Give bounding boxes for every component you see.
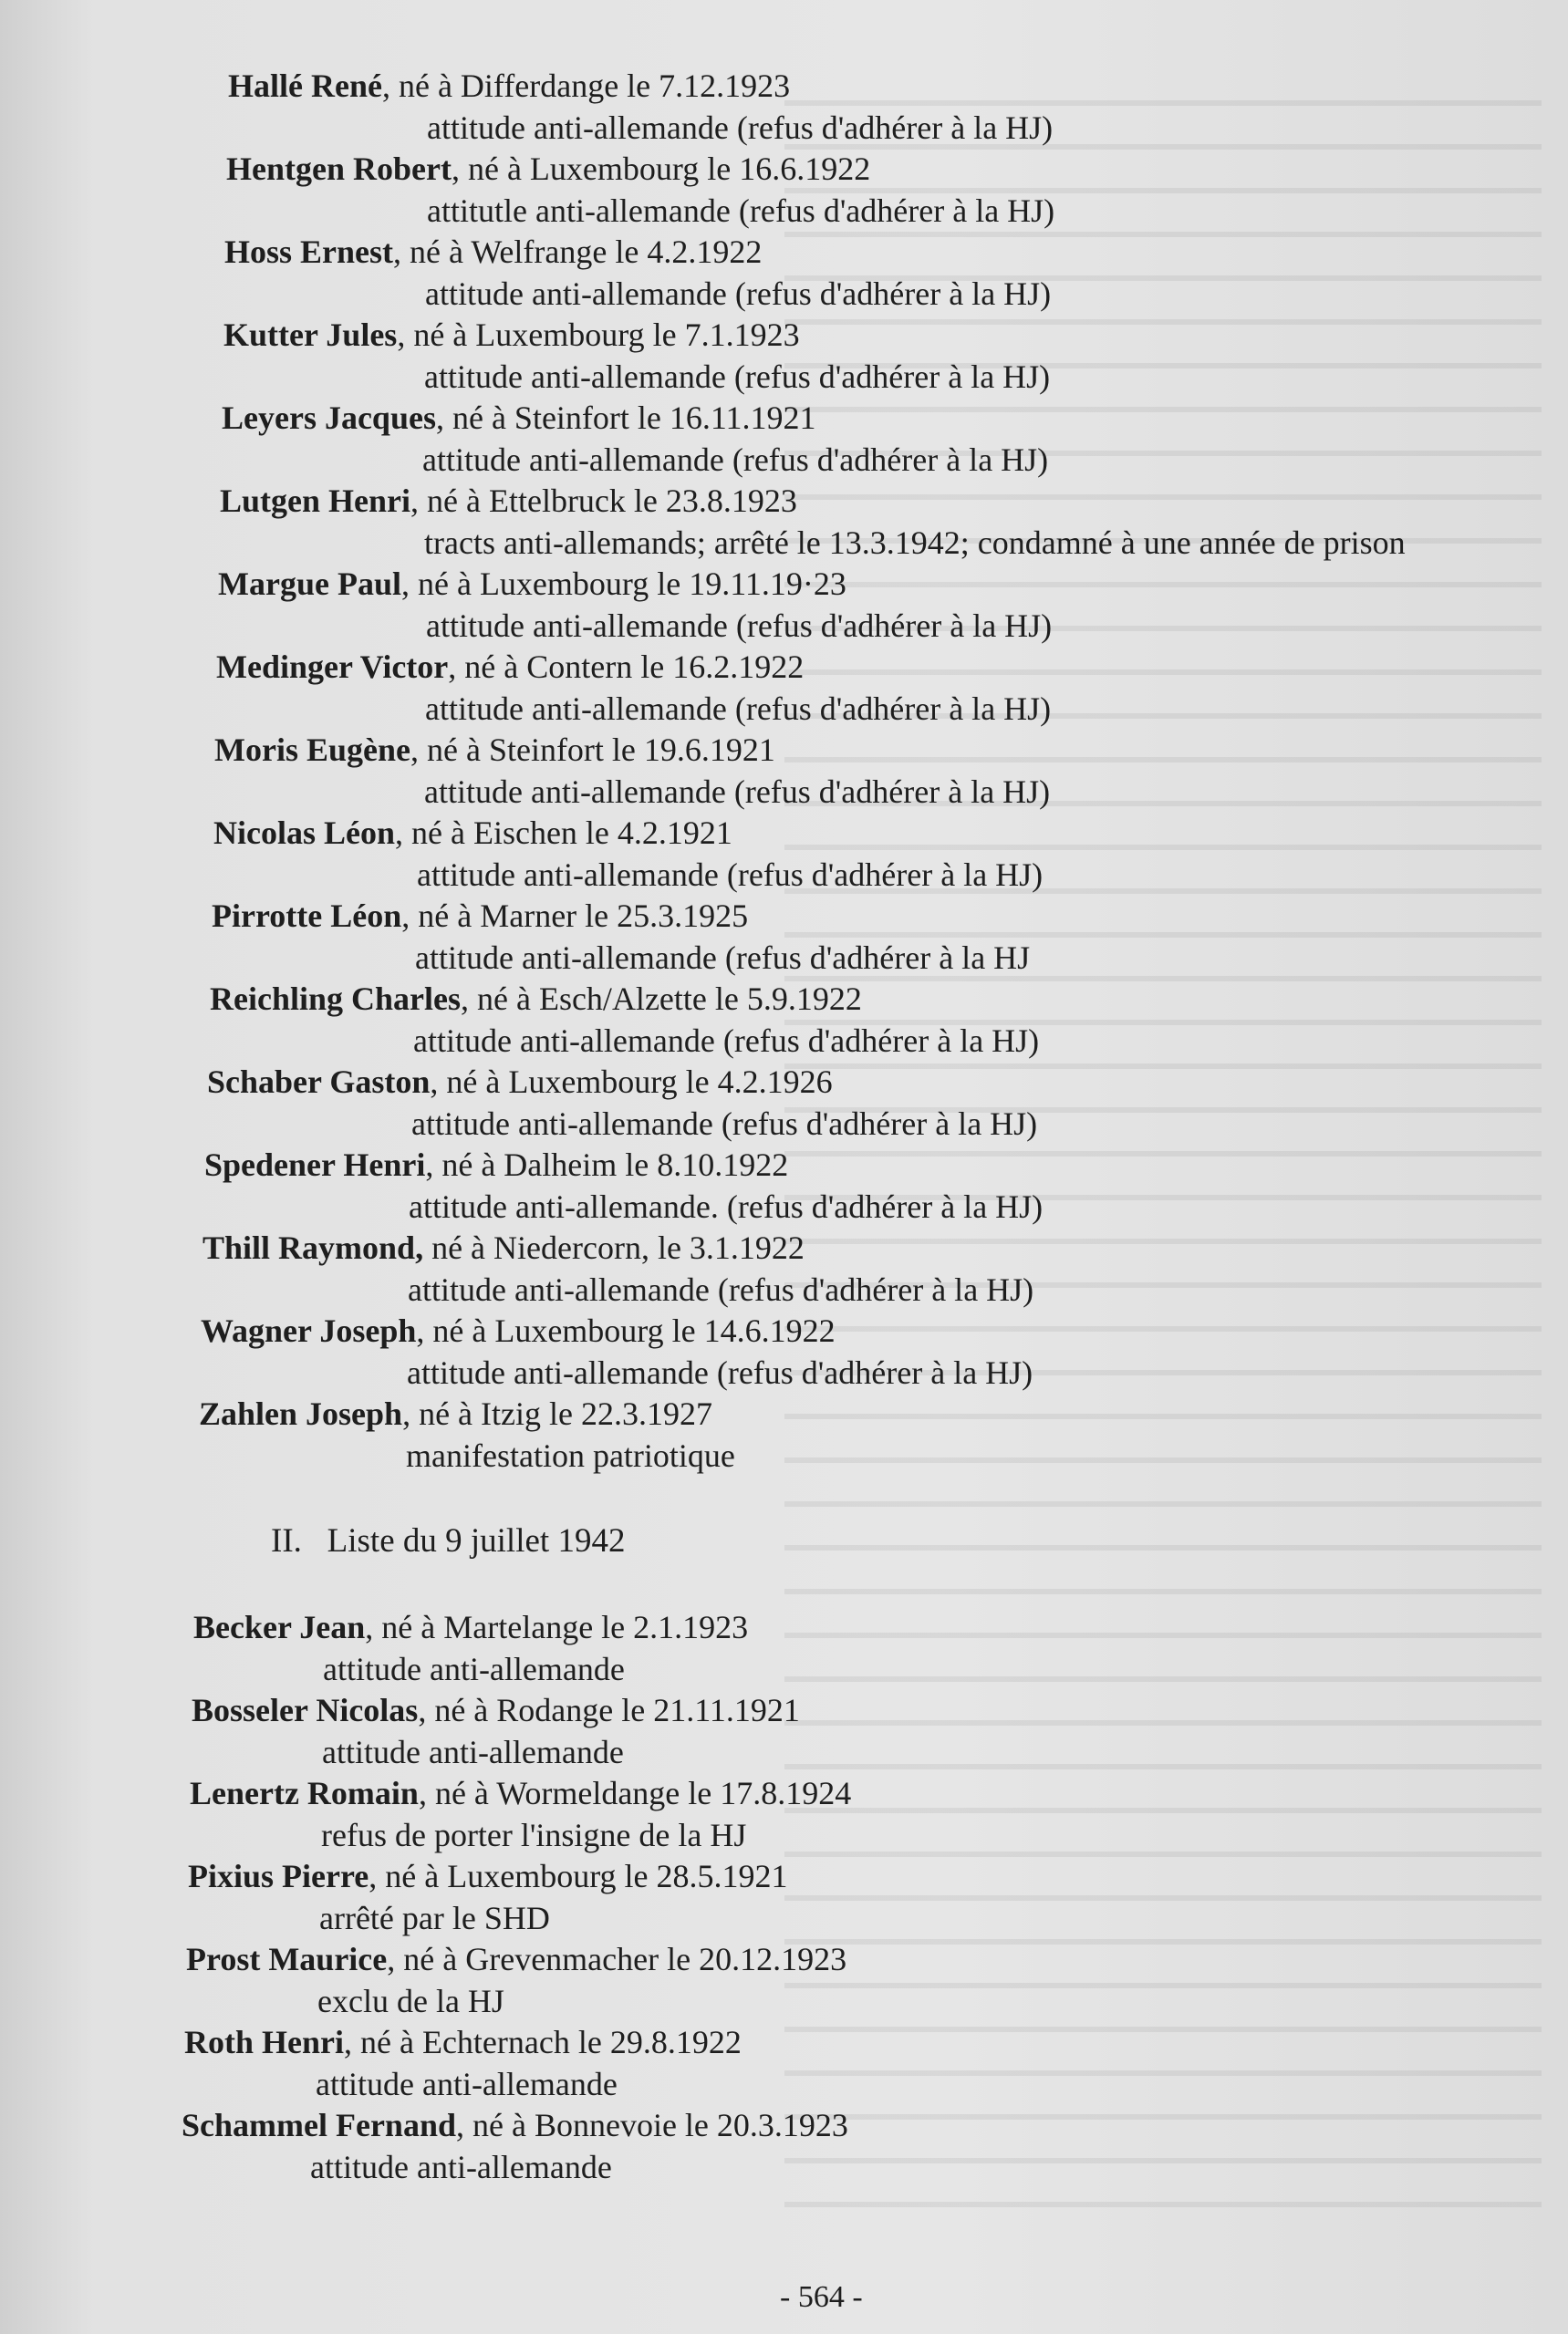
entry-name: Zahlen Joseph xyxy=(199,1395,403,1432)
entry-name: Medinger Victor xyxy=(216,648,449,685)
entry-name: Reichling Charles xyxy=(210,980,461,1017)
entry-name: Hallé René xyxy=(228,67,382,104)
entry-birth: , né à Marner le 25.3.1925 xyxy=(401,897,749,934)
entry-detail: attitude anti-allemande (refus d'adhérer à la HJ xyxy=(415,939,1031,976)
entry-detail: attitude anti-allemande (refus d'adhérer à la HJ) xyxy=(424,358,1051,395)
page-number: - 564 - xyxy=(780,2280,863,2314)
entry-name: Nicolas Léon xyxy=(213,814,396,851)
entry-birth: , né à Welfrange le 4.2.1922 xyxy=(393,233,763,270)
entry-birth: , né à Luxembourg le 4.2.1926 xyxy=(430,1063,833,1100)
entry-detail: exclu de la HJ xyxy=(317,1983,504,2019)
entry-detail: tracts anti-allemands; arrêté le 13.3.1942; condamné à une année de prison xyxy=(424,524,1406,561)
entry-detail: attitutle anti-allemande (refus d'adhérer à la HJ) xyxy=(427,192,1055,229)
entry-birth: , né à Echternach le 29.8.1922 xyxy=(344,2024,742,2060)
entry-detail: attitude anti-allemande xyxy=(316,2066,618,2102)
entry-name: Lenertz Romain xyxy=(190,1775,419,1811)
entry-name: Margue Paul xyxy=(218,565,401,602)
entry-name: Leyers Jacques xyxy=(222,399,436,436)
entry-birth: , né à Steinfort le 19.6.1921 xyxy=(410,731,775,768)
entry-birth: , né à Luxembourg le 16.6.1922 xyxy=(451,150,871,187)
entry-birth: , né à Differdange le 7.12.1923 xyxy=(381,67,791,104)
entry-birth: , né à Esch/Alzette le 5.9.1922 xyxy=(461,980,862,1017)
entry-detail: attitude anti-allemande. (refus d'adhérer à la HJ) xyxy=(409,1188,1044,1225)
entry-name: Schaber Gaston xyxy=(207,1063,431,1100)
entry-birth: , né à Dalheim le 8.10.1922 xyxy=(425,1146,789,1183)
entry-detail: attitude anti-allemande (refus d'adhérer à la HJ) xyxy=(426,607,1053,644)
entry-birth: , né à Luxembourg le 7.1.1923 xyxy=(397,316,800,353)
entry-birth: , né à Ettelbruck le 23.8.1923 xyxy=(410,482,797,519)
entry-birth: , né à Eischen le 4.2.1921 xyxy=(395,814,732,851)
entry-name: Spedener Henri xyxy=(204,1146,426,1183)
entry-detail: attitude anti-allemande xyxy=(323,1651,625,1687)
entry-name: Pirrotte Léon xyxy=(212,897,402,934)
entry-name: Wagner Joseph xyxy=(201,1312,417,1349)
entry-birth: , né à Grevenmacher le 20.12.1923 xyxy=(387,1941,847,1977)
entry-detail: manifestation patriotique xyxy=(406,1437,735,1474)
entry-detail: attitude anti-allemande (refus d'adhérer à la HJ) xyxy=(425,690,1052,727)
entry-birth: , né à Wormeldange le 17.8.1924 xyxy=(418,1775,852,1811)
entry-birth: , né à Luxembourg le 14.6.1922 xyxy=(416,1312,836,1349)
entry-detail: attitude anti-allemande xyxy=(322,1734,624,1770)
section-heading: II. Liste du 9 juillet 1942 xyxy=(271,1522,626,1560)
entry-name: Thill Raymond, xyxy=(202,1229,424,1266)
entry-name: Moris Eugène xyxy=(214,731,410,768)
entry-name: Schammel Fernand xyxy=(182,2107,456,2143)
entry-detail: attitude anti-allemande (refus d'adhérer à la HJ) xyxy=(427,109,1054,146)
entry-name: Bosseler Nicolas xyxy=(192,1692,419,1728)
entry-detail: attitude anti-allemande (refus d'adhérer à la HJ) xyxy=(413,1022,1040,1059)
entry-name: Hoss Ernest xyxy=(224,233,394,270)
entry-birth: , né à Bonnevoie le 20.3.1923 xyxy=(456,2107,848,2143)
entry-name: Kutter Jules xyxy=(223,316,398,353)
entry-detail: attitude anti-allemande (refus d'adhérer à la HJ) xyxy=(422,441,1049,478)
entry-detail: attitude anti-allemande (refus d'adhérer à la HJ) xyxy=(417,856,1044,893)
entry-birth: , né à Rodange le 21.11.1921 xyxy=(418,1692,800,1728)
entry-birth: , né à Steinfort le 16.11.1921 xyxy=(435,399,816,436)
entry-name: Pixius Pierre xyxy=(188,1858,369,1894)
entry-birth: , né à Luxembourg le 28.5.1921 xyxy=(369,1858,788,1894)
entry-detail: attitude anti-allemande (refus d'adhérer à la HJ) xyxy=(424,773,1051,810)
entry-detail: attitude anti-allemande xyxy=(310,2149,612,2185)
entry-detail: attitude anti-allemande (refus d'adhérer à la HJ) xyxy=(411,1105,1038,1142)
entry-name: Lutgen Henri xyxy=(220,482,411,519)
entry-name: Prost Maurice xyxy=(186,1941,388,1977)
entry-name: Becker Jean xyxy=(193,1609,366,1645)
entry-name: Hentgen Robert xyxy=(226,150,452,187)
entry-name: Roth Henri xyxy=(184,2024,344,2060)
entry-birth: né à Niedercorn, le 3.1.1922 xyxy=(423,1229,805,1266)
entry-birth: , né à Martelange le 2.1.1923 xyxy=(365,1609,749,1645)
entry-detail: attitude anti-allemande (refus d'adhérer à la HJ) xyxy=(408,1271,1034,1308)
entry-detail: attitude anti-allemande (refus d'adhérer à la HJ) xyxy=(407,1354,1033,1391)
entry-detail: attitude anti-allemande (refus d'adhérer à la HJ) xyxy=(425,275,1052,312)
entry-birth: , né à Itzig le 22.3.1927 xyxy=(402,1395,712,1432)
entry-detail: refus de porter l'insigne de la HJ xyxy=(321,1817,747,1853)
entry-birth: , né à Contern le 16.2.1922 xyxy=(448,648,805,685)
entry-detail: arrêté par le SHD xyxy=(319,1900,550,1936)
entry-birth: , né à Luxembourg le 19.11.19·23 xyxy=(400,565,846,602)
